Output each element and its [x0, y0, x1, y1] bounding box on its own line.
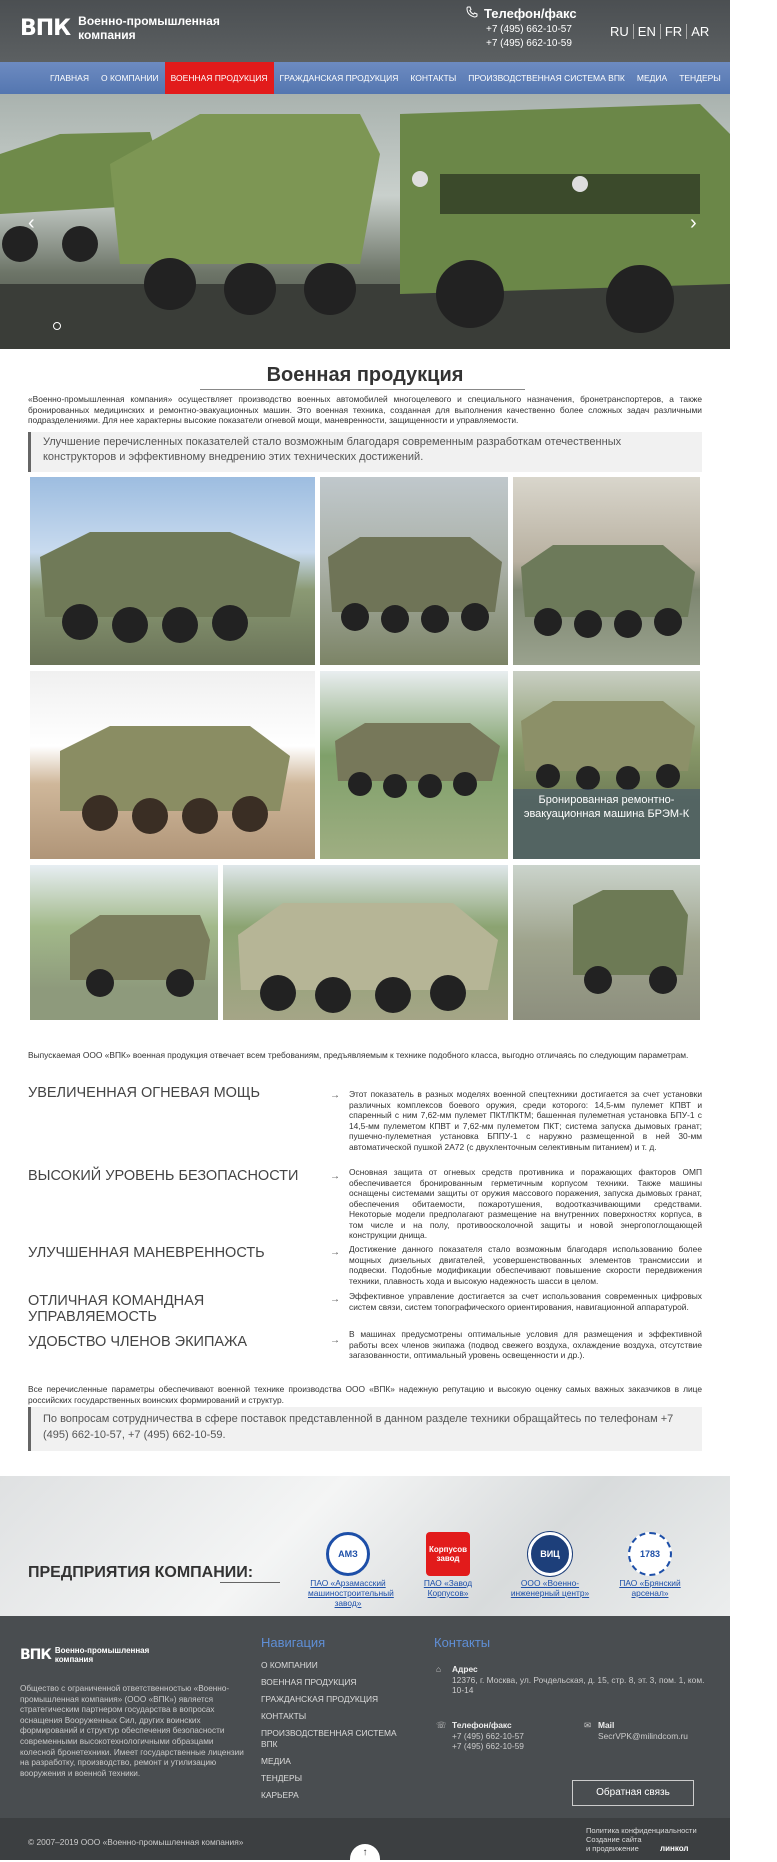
vic-logo-icon: ВИЦ	[528, 1532, 572, 1576]
enterprise-name[interactable]: ООО «Военно-инженерный центр»	[510, 1578, 590, 1598]
footer-contacts-title: Контакты	[434, 1635, 491, 1650]
nav-item-civil[interactable]: ГРАЖДАНСКАЯ ПРОДУКЦИЯ	[279, 73, 399, 83]
slider-next-arrow-icon[interactable]: ›	[690, 212, 697, 234]
enterprise-korpusov[interactable]	[408, 1532, 488, 1598]
enterprise-name[interactable]: ПАО «Завод Корпусов»	[423, 1578, 473, 1598]
title-divider	[200, 389, 525, 390]
phone-icon: ☏	[436, 1720, 447, 1730]
feature-text: В машинах предусмотрены оптимальные условия для размещения и эффективной работы всех членов экипажа (подвод свежего воздуха, охлаждение воздуха, отсутствие загазованности, оптимальный уровень освещенности и др.).	[349, 1329, 702, 1360]
copyright: © 2007–2019 ООО «Военно-промышленная компания»	[28, 1837, 244, 1847]
highlight-quote: Улучшение перечисленных показателей стало возможным благодаря современным разработкам отечественных конструкторов и эффективному внедрению этих технических достижений.	[28, 432, 702, 472]
summary-text: Все перечисленные параметры обеспечивают военной технике производства ООО «ВПК» надежную репутацию и высокую оценку самых важных заказчиков в лице российских государственных воинских формирований и структур.	[28, 1384, 702, 1405]
btr-image	[513, 477, 700, 665]
lang-ar[interactable]: AR	[686, 24, 713, 39]
enterprise-vic[interactable]	[510, 1532, 590, 1598]
btr-image	[223, 865, 508, 1020]
footer-logo-text-line-1: Военно-промышленная	[54, 1646, 150, 1655]
logo-text-line-1: Военно-промышленная	[78, 14, 220, 28]
location-icon: ⌂	[436, 1664, 442, 1674]
nav-item-career[interactable]: КАРЬЕРА	[732, 73, 772, 83]
btr-image	[30, 671, 315, 859]
nav-item-contacts[interactable]: КОНТАКТЫ	[410, 73, 457, 83]
slider-dot[interactable]	[53, 322, 61, 330]
footer-nav-item[interactable]: ПРОИЗВОДСТВЕННАЯ СИСТЕМА ВПК	[261, 1728, 397, 1749]
footer-nav	[261, 1660, 401, 1807]
feature-text: Достижение данного показателя стало возможным благодаря использованию более мощных дизельных двигателей, усовершенствованных элементов трансмиссии и подвески. Подобные модификации обеспечивают повышение скорости передвижения техники, плавность хода и высокую надежность шасси в целом.	[349, 1244, 702, 1286]
footer-address	[452, 1664, 712, 1696]
feature-text: Эффективное управление достигается за счет использования современных цифровых систем связи, систем топографического ориентирования, навигационной аппаратурой.	[349, 1291, 702, 1312]
made-by-line-2: и продвижение	[586, 1844, 639, 1853]
arsenal-logo-icon: 1783	[628, 1532, 672, 1576]
footer-phone-1[interactable]: +7 (495) 662-10-57	[452, 1730, 524, 1741]
btr-image	[30, 477, 315, 665]
enterprise-amz[interactable]	[308, 1532, 394, 1608]
lang-ru[interactable]: RU	[610, 24, 629, 39]
gallery-image[interactable]	[320, 671, 508, 859]
feedback-button[interactable]: Обратная связь	[572, 1780, 694, 1806]
site-header	[0, 0, 730, 62]
main-nav	[0, 62, 772, 94]
gallery-image[interactable]	[513, 671, 700, 859]
footer-nav-item[interactable]: МЕДИА	[261, 1756, 291, 1766]
gallery-caption: Бронированная ремонтно-эвакуационная машина БРЭМ-К	[513, 789, 700, 859]
footer-nav-item[interactable]: КОНТАКТЫ	[261, 1711, 307, 1721]
btr-image	[320, 671, 508, 859]
intro-text: «Военно-промышленная компания» осуществляет производство военных автомобилей многоцелевого и специального назначения, бронетранспортеров, а также бронированных медицинских и ремонтно-эвакуационных машин. Это военная техника, созданная для выполнения качественно более сложных задач различными подразделениями. Для нее характерны высокие показатели огневой мощи, маневренности, защищенности и управляемости.	[28, 394, 702, 425]
feature-title: ОТЛИЧНАЯ КОМАНДНАЯ УПРАВЛЯЕМОСТЬ	[28, 1293, 205, 1325]
phone-label: Телефон/факс	[452, 1720, 512, 1730]
site-footer	[0, 1616, 730, 1818]
bottom-bar	[0, 1818, 730, 1860]
header-phone-1[interactable]: +7 (495) 662-10-57	[486, 24, 572, 35]
hero-image	[0, 94, 730, 349]
gallery-image[interactable]	[320, 477, 508, 665]
btr-image	[320, 477, 508, 665]
feature-title: УЛУЧШЕННАЯ МАНЕВРЕННОСТЬ	[28, 1245, 265, 1261]
header-phone-title	[466, 6, 577, 21]
language-switcher	[610, 24, 713, 39]
header-phone-title-text: Телефон/факс	[484, 6, 577, 21]
lang-en[interactable]: EN	[633, 24, 660, 39]
footer-logo-text-line-2: компания	[54, 1655, 94, 1664]
nav-item-about[interactable]: О КОМПАНИИ	[101, 73, 159, 83]
footer-about: Общество с ограниченной ответственностью «Военно-промышленная компания» (ООО «ВПК») является стратегическим партнером государства в вопросах оснащения Вооруженных Сил, других воинских формирований и структур обеспечения безопасности современными высокотехнологичными образцами колесной бронетехники. Имеет государственные лицензии на разработку, производство, ремонт и утилизацию вооружения и военной техники.	[20, 1684, 244, 1778]
scroll-up-icon[interactable]: ↑	[350, 1844, 380, 1860]
arrow-right-icon: →	[330, 1171, 340, 1182]
logo[interactable]	[20, 14, 220, 42]
nav-item-military[interactable]: ВОЕННАЯ ПРОДУКЦИЯ	[165, 62, 274, 94]
amz-logo-icon: АМЗ	[326, 1532, 370, 1576]
footer-nav-item[interactable]: О КОМПАНИИ	[261, 1660, 318, 1670]
header-phone-box	[466, 6, 577, 49]
footer-nav-item[interactable]: КАРЬЕРА	[261, 1790, 299, 1800]
tigr-image	[513, 865, 700, 1020]
feature-title: ВЫСОКИЙ УРОВЕНЬ БЕЗОПАСНОСТИ	[28, 1168, 299, 1184]
gallery-image[interactable]	[223, 865, 508, 1020]
tigr-image	[30, 865, 218, 1020]
enterprise-name[interactable]: ПАО «Брянский арсенал»	[619, 1578, 681, 1598]
nav-item-tenders[interactable]: ТЕНДЕРЫ	[679, 73, 721, 83]
privacy-policy-link[interactable]: Политика конфиденциальности	[586, 1826, 697, 1835]
lang-fr[interactable]: FR	[660, 24, 686, 39]
mail-icon: ✉	[584, 1720, 592, 1730]
nav-item-media[interactable]: МЕДИА	[636, 73, 668, 83]
logo-text-line-2: компания	[78, 28, 136, 42]
address-label: Адрес	[452, 1664, 478, 1674]
feature-title: УДОБСТВО ЧЛЕНОВ ЭКИПАЖА	[28, 1334, 248, 1350]
gallery-image[interactable]	[513, 477, 700, 665]
footer-logo-mark: ВПК	[20, 1647, 51, 1663]
footer-mail	[598, 1720, 688, 1741]
gallery-image[interactable]	[513, 865, 700, 1020]
phone-icon	[466, 6, 478, 21]
footer-logo-text	[55, 1646, 149, 1664]
made-by-line-1: Создание сайта	[586, 1835, 642, 1844]
footer-nav-item[interactable]: ВОЕННАЯ ПРОДУКЦИЯ	[261, 1677, 357, 1687]
logo-mark: ВПК	[20, 15, 71, 41]
enterprise-name[interactable]: ПАО «Арзамасский машиностроительный завод»	[308, 1578, 394, 1608]
params-intro: Выпускаемая ООО «ВПК» военная продукция отвечает всем требованиям, предъявляемым к технике подобного класса, выгодно отличаясь по следующим параметрам.	[28, 1050, 689, 1060]
hero-slider	[0, 94, 730, 349]
enterprises-title: ПРЕДПРИЯТИЯ КОМПАНИИ:	[28, 1564, 254, 1581]
nav-item-production[interactable]: ПРОИЗВОДСТВЕННАЯ СИСТЕМА ВПК	[468, 73, 625, 83]
page-title: Военная продукция	[266, 364, 464, 386]
korpusov-logo-icon: Корпусов завод	[426, 1532, 470, 1576]
gallery-image[interactable]	[30, 671, 315, 859]
enterprise-arsenal[interactable]	[610, 1532, 690, 1598]
footer-nav-item[interactable]: ТЕНДЕРЫ	[261, 1773, 303, 1783]
address-text: 12376, г. Москва, ул. Рочдельская, д. 15, стр. 8, эт. 3, пом. 1, ком. 10-14	[452, 1674, 705, 1695]
feature-text: Этот показатель в разных моделях военной спецтехники достигается за счет установки различных комплексов боевого оружия, среди которого: 14,5-мм пулемет КПВТ и спаренный с ним 7,62-мм пулемет ПКТ/ПКТМ; башенная пулеметная установка БПУ-1 с 14,5-мм пулеметом КПВТ и 7,62-мм пулеметом ПКТ; система запуска дымовых гранат; пушечно-пулеметная установка БППУ-1 с наружно размещенной в ней 30-мм автоматической пушкой 2А72 (с двухленточным селективным питанием) и т. д.	[349, 1089, 702, 1152]
gallery-image[interactable]	[30, 477, 315, 665]
feature-title: УВЕЛИЧЕННАЯ ОГНЕВАЯ МОЩЬ	[28, 1085, 261, 1101]
mail-address[interactable]: SecrVPK@milindcom.ru	[598, 1730, 688, 1741]
arrow-right-icon: →	[330, 1247, 340, 1258]
linkol-logo[interactable]: линкол	[660, 1844, 689, 1853]
feature-text: Основная защита от огневых средств противника и поражающих факторов ОМП обеспечивается бронированным герметичным корпусом техники. Также машины оснащены системами защиты от оружия массового поражения, запуска дымовых гранат, обеспечения обитаемости, пожаротушения, водоотказчивающими средствами. Некоторые модели предполагают размещение на внутренних поверхностях корпуса, в том числе и на полу, противоосколочной защиты и новой энергопоглощающей конструкции днища.	[349, 1167, 702, 1240]
arrow-right-icon: →	[330, 1090, 340, 1101]
gallery-image[interactable]	[30, 865, 218, 1020]
slider-prev-arrow-icon[interactable]: ‹	[28, 212, 35, 234]
nav-item-home[interactable]: ГЛАВНАЯ	[50, 73, 89, 83]
mail-label: Mail	[598, 1720, 615, 1730]
arrow-right-icon: →	[330, 1294, 340, 1305]
header-phone-2[interactable]: +7 (495) 662-10-59	[486, 38, 572, 49]
arrow-right-icon: →	[330, 1335, 340, 1346]
enterprises-divider	[220, 1582, 280, 1583]
contact-quote: По вопросам сотрудничества в сфере поставок представленной в данном разделе техники обращайтесь по телефонам +7 (495) 662-10-57, +7 (495) 662-10-59.	[28, 1407, 702, 1451]
footer-nav-item[interactable]: ГРАЖДАНСКАЯ ПРОДУКЦИЯ	[261, 1694, 379, 1704]
footer-logo[interactable]	[20, 1646, 149, 1664]
logo-text	[78, 14, 220, 42]
footer-phone-2[interactable]: +7 (495) 662-10-59	[452, 1741, 524, 1751]
footer-phone	[452, 1720, 524, 1752]
footer-nav-title: Навигация	[261, 1635, 326, 1650]
